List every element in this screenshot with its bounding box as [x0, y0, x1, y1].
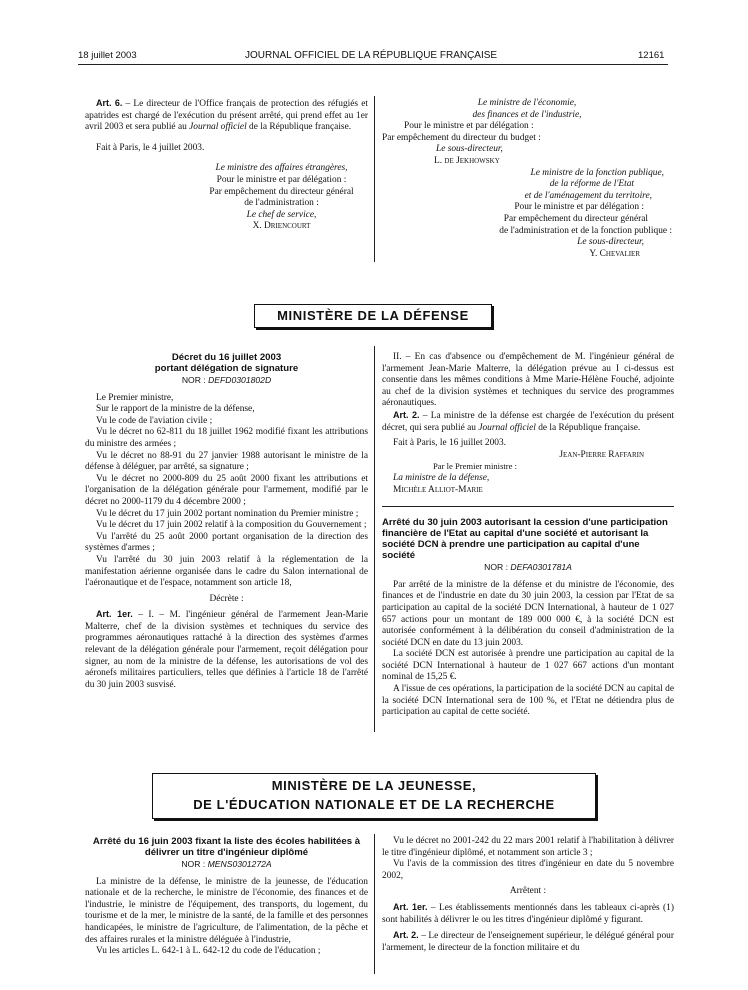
decret-column-right: [382, 352, 674, 719]
decret-visa-5: Vu le décret no 2000-809 du 25 août 2000 fixant les attributions et l'organisation de la délégation générale pour l'armement, modifié par le décret no 2000-1179 du 4 décembre 2000 ;: [85, 473, 368, 507]
column-separator-2: [374, 346, 375, 732]
header-date: 18 juillet 2003: [78, 50, 137, 61]
arrete-dcn-para-1: La société DCN est autorisée à prendre une participation au capital de la société DCN International à hauteur de 1 027 667 actions d'un montant nominal de 15,25 €.: [382, 649, 674, 683]
decret-visa-7: Vu le décret du 17 juin 2002 relatif à la composition du Gouvernement ;: [96, 520, 367, 531]
top-right-signatures: Le ministre de l'économie, des finances et de l'industrie, Pour le ministre et par délégation : Par empêchement du directeur du budget : Le sous-directeur, L. de Jekhowsky Le ministre de la fonction publique, de la réforme de l'Etat et de l'aménagement du territoire, Pour le ministre et par délégation : Par empêchement du directeur général de l'administration et de la fonction publique : Le sous-directeur, Y. Chevalier: [382, 98, 672, 259]
arrete-ecoles-nor: NOR : MENS0301272A: [181, 859, 272, 869]
column-separator: [374, 96, 375, 262]
decret-title: Décret du 16 juillet 2003 portant délégation de signature: [154, 352, 299, 374]
decret-par-pm: Par le Premier ministre :: [433, 461, 518, 472]
top-left-column: [85, 98, 368, 233]
arrete-dcn-para-2: A l'issue de ces opérations, la participation de la société DCN au capital de la société DCN International sera de 100 %, et l'Etat ne détiendra plus de participation au capital de cette société.: [382, 684, 674, 718]
arretent-label: Arrêtent :: [509, 886, 547, 897]
art6-paragraph: Art. 6. – Le directeur de l'Office français de protection des réfugiés et apatrides est chargé de l'exécution du présent arrêté, qui prend effet au 1er avril 2003 et sera publié au Journal officiel de la République française.: [85, 98, 368, 133]
decret-visa-9: Vu l'arrêté du 30 juin 2003 relatif à la réglementation de la manifestation aérienne organisée dans le cadre du Salon international de l'aéronautique et de l'espace, notamment son article 18,: [85, 554, 368, 589]
arrete-ecoles-title: Arrêté du 16 juin 2003 fixant la liste des écoles habilitées à délivrer un titre d'ingénieur diplômé: [92, 836, 361, 858]
decret-art2: Art. 2. – La ministre de la défense est chargée de l'exécution du présent décret, qui sera publié au Journal officiel de la République française.: [382, 409, 674, 433]
decret-nor: NOR : DEFD0301802D: [181, 375, 272, 385]
arrete-ecoles-para-1: Vu les articles L. 642-1 à L. 642-12 du code de l'éducation ;: [96, 946, 321, 957]
decret-ministre: La ministre de la défense,: [393, 472, 490, 483]
decret-column-left: [85, 352, 368, 691]
arrete-ecoles-art1: Art. 1er. – Les établissements mentionnés dans les tableaux ci-après (1) sont habilités à délivrer le ou les titres d'ingénieur diplômé y figurant.: [382, 901, 674, 925]
fait-date: Fait à Paris, le 4 juillet 2003.: [96, 142, 205, 153]
section-ministere-defense: MINISTÈRE DE LA DÉFENSE: [254, 304, 492, 328]
header-journal-title: JOURNAL OFFICIEL DE LA RÉPUBLIQUE FRANÇAISE: [245, 50, 498, 61]
decret-visa-3: Vu le décret no 62-811 du 18 juillet 1962 modifié fixant les attributions du ministre des armées ;: [85, 427, 368, 449]
decret-visa-2: Vu le code de l'aviation civile ;: [96, 415, 213, 426]
decret-visa-0: Le Premier ministre,: [96, 392, 174, 403]
arrete-ecoles-para-0: La ministre de la défense, le ministre de la jeunesse, de l'éducation nationale et de la recherche, le ministre de l'économie, des finances et de l'industrie, le ministre de l'équipement, des transports, du logement, du tourisme et de la mer, le ministre de la santé, de la famille et des personnes handicapées, le ministre de l'agriculture, de l'alimentation, de la pêche et des affaires rurales et la ministre déléguée à l'industrie,: [85, 876, 368, 945]
arrete-ecoles-art2: Art. 2. – Le directeur de l'enseignement supérieur, le délégué général pour l'armement, le directeur de la fonction militaire et du: [382, 930, 674, 953]
separator-rule: [382, 506, 674, 507]
section2-line2: DE L'ÉDUCATION NATIONALE ET DE LA RECHERCHE: [193, 797, 555, 812]
arrete-dcn-nor: NOR : DEFA0301781A: [484, 562, 572, 573]
header-page-number: 12161: [638, 50, 665, 61]
arrete-dcn-para-0: Par arrêté de la ministre de la défense et du ministre de l'économie, des finances et de l'industrie en date du 30 juin 2003, la cession par l'Etat de sa participation au capital de la société DCN International, à hauteur de 1 027 657 actions pour un montant de 189 000 000 €, à la société DCN est autorisée conformément à la délibération du conseil d'administration de la société DCN en date du 13 juin 2003.: [382, 579, 674, 648]
decret-art1: Art. 1er. – I. – M. l'ingénieur général de l'armement Jean-Marie Malterre, chef de la division systèmes et techniques du service des programmes aéronautiques rattaché à la direction des systèmes d'armes relevant de la délégation générale pour l'armement, reçoit délégation pour signer, au nom de la ministre de la défense, les autorisations de vol des aéronefs militaires particuliers, telles que définies à l'article 18 de l'arrêté du 30 juin 2003 susvisé.: [85, 609, 368, 690]
section-ministere-jeunesse: [152, 773, 596, 819]
decret-signer: Jean-Pierre Raffarin: [559, 449, 644, 460]
decret-visa-6: Vu le décret du 17 juin 2002 portant nomination du Premier ministre ;: [96, 508, 359, 519]
decret-visa-8: Vu l'arrêté du 25 août 2000 portant organisation de la direction des systèmes d'armes ;: [85, 531, 368, 554]
decrete-label: Décrète :: [209, 593, 244, 604]
arrete-ecoles-visa-1: Vu l'avis de la commission des titres d'ingénieur en date du 5 novembre 2002,: [382, 859, 674, 881]
art6-label: Art. 6.: [96, 98, 123, 108]
arrete-dcn-title: Arrêté du 30 juin 2003 autorisant la cession d'une participation financière de l'Etat au capital d'une société et autorisant la société DCN à prendre une participation au capital d'une société: [382, 517, 668, 562]
signature-block-affaires-etrangeres: Le ministre des affaires étrangères, Pour le ministre et par délégation : Par empêchement du directeur général de l'administration : Le chef de service, X. Driencourt: [209, 163, 354, 232]
header-rule: [78, 64, 668, 65]
decret-visa-1: Sur le rapport de la ministre de la défense,: [96, 404, 255, 415]
section2-line1: MINISTÈRE DE LA JEUNESSE,: [271, 778, 477, 793]
decret-visa-4: Vu le décret no 88-91 du 27 janvier 1988 autorisant le ministre de la défense à déléguer, par arrêté, sa signature ;: [85, 450, 368, 473]
decret-art1-II: II. – En cas d'absence ou d'empêchement de M. l'ingénieur général de l'armement Jean-Marie Malterre, la délégation prévue au I ci-dessus est consentie dans les mêmes conditions à Mme Marie-Hélène Fouché, adjointe au chef de la division systèmes et techniques du service des programmes aéronautiques.: [382, 352, 674, 409]
decret-fait: Fait à Paris, le 16 juillet 2003.: [393, 438, 507, 449]
column-separator-3: [374, 834, 375, 974]
arrete-ecoles-column-right: [382, 836, 674, 954]
arrete-ecoles-visa-0: Vu le décret no 2001-242 du 22 mars 2001 relatif à l'habilitation à délivrer le titre d'ingénieur diplômé, et notamment son article 3 ;: [382, 836, 674, 858]
arrete-ecoles-column-left: [85, 836, 368, 958]
decret-ministre-name: Michèle Alliot-Marie: [393, 484, 483, 495]
